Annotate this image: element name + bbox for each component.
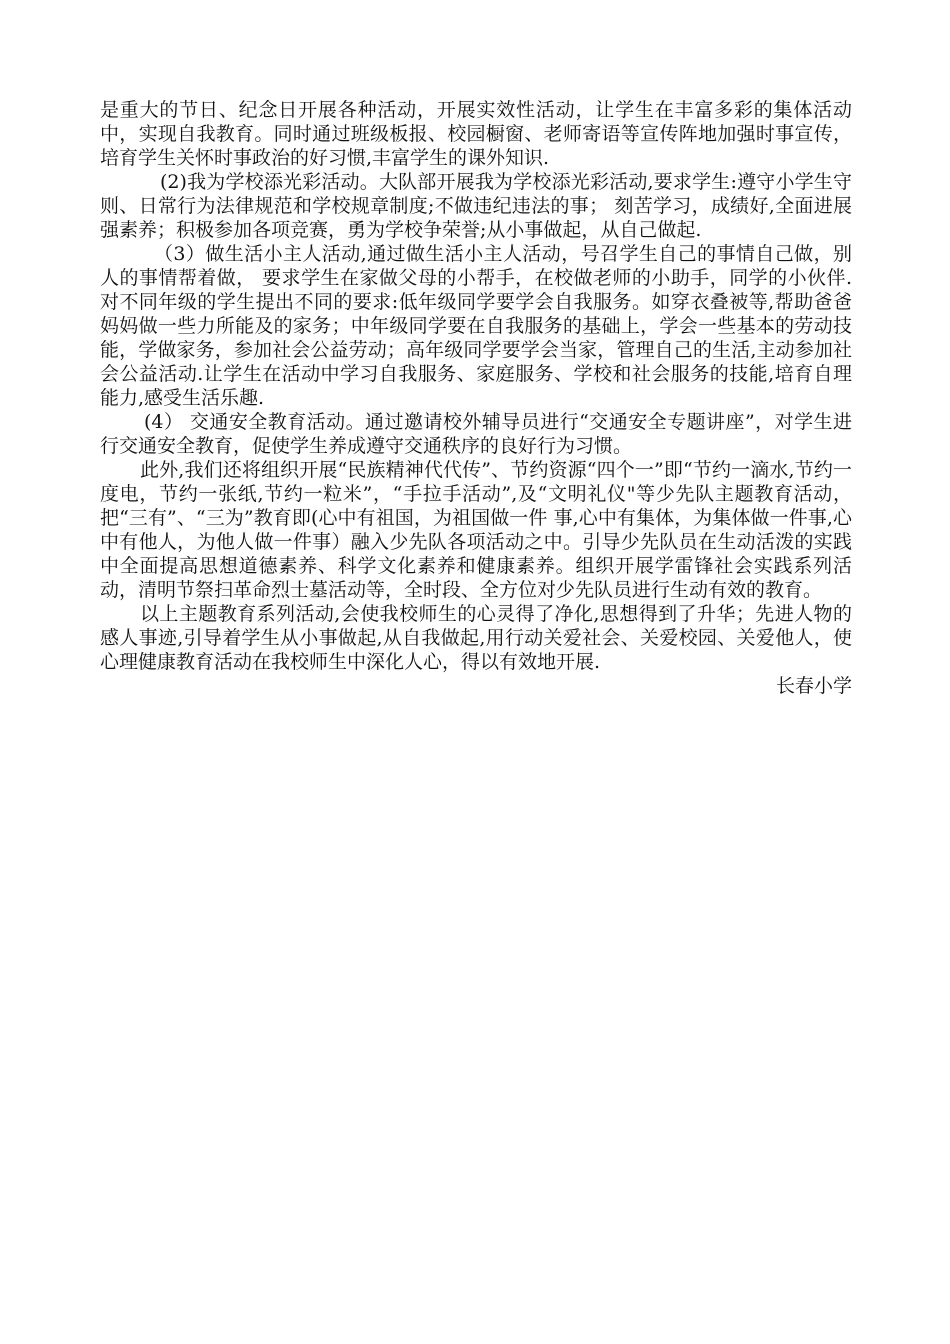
paragraph-item-2: (2)我为学校添光彩活动。大队部开展我为学校添光彩活动,要求学生:遵守小学生守则、日常行为法律规范和学校规章制度;不做违纪违法的事； 刻苦学习，成绩好,全面进展强素养；积极参加各项竞赛，勇为学校争荣誉;从小事做起，从自己做起. [100,171,852,241]
paragraph-additional-activities: 此外,我们还将组织开展“民族精神代代传”、节约资源“四个一”即“节约一滴水,节约一度电，节约一张纸,节约一粒米”，“手拉手活动”,及“文明礼仪"等少先队主题教育活动，把“三有”、“三为”教育即(心中有祖国，为祖国做一件 事,心中有集体，为集体做一件事,心中有他人，为他人做一件事）融入少先队各项活动之中。引导少先队员在生动活泼的实践中全面提高思想道德素养、科学文化素养和健康素养。组织开展学雷锋社会实践系列活动，清明节祭扫革命烈士墓活动等，全时段、全方位对少先队员进行生动有效的教育。 [100,459,852,601]
paragraph-item-3: （3）做生活小主人活动,通过做生活小主人活动，号召学生自己的事情自己做，别人的事情帮着做， 要求学生在家做父母的小帮手，在校做老师的小助手，同学的小伙伴.对不同年级的学生提出不同的要求:低年级同学要学会自我服务。如穿衣叠被等,帮助爸爸妈妈做一些力所能及的家务；中年级同学要在自我服务的基础上，学会一些基本的劳动技能，学做家务，参加社会公益劳动；高年级同学要学会当家，管理自己的生活,主动参加社会公益活动.让学生在活动中学习自我服务、家庭服务、学校和社会服务的技能,培育自理能力,感受生活乐趣. [100,243,852,409]
paragraph-intro-continued: 是重大的节日、纪念日开展各种活动，开展实效性活动，让学生在丰富多彩的集体活动中，实现自我教育。同时通过班级板报、校园橱窗、老师寄语等宣传阵地加强时事宣传，培育学生关怀时事政治的好习惯,丰富学生的课外知识. [100,99,852,169]
paragraph-conclusion: 以上主题教育系列活动,会使我校师生的心灵得了净化,思想得到了升华；先进人物的感人事迹,引导着学生从小事做起,从自我做起,用行动关爱社会、关爱校园、关爱他人，使心理健康教育活动在我校师生中深化人心，得以有效地开展. [100,603,852,673]
signature: 长春小学 [775,675,852,697]
document-page [100,98,852,698]
paragraph-item-4: (4） 交通安全教育活动。通过邀请校外辅导员进行“交通安全专题讲座”，对学生进行交通安全教育，促使学生养成遵守交通秩序的良好行为习惯。 [100,411,852,457]
